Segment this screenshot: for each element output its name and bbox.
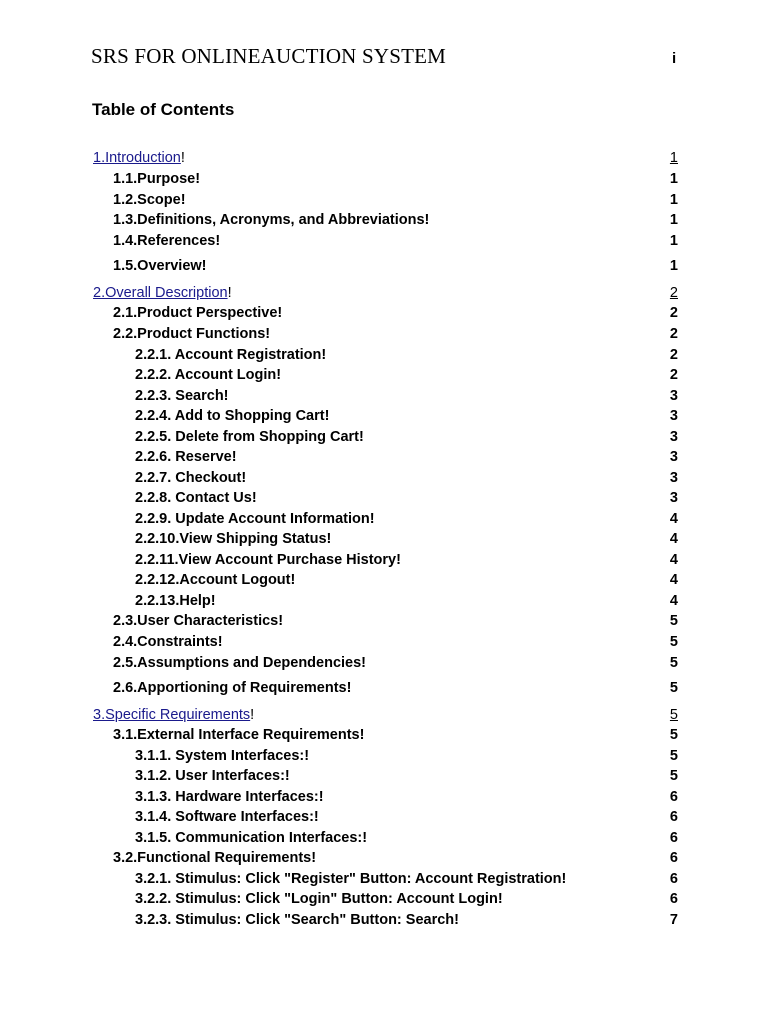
toc-section-link[interactable]: 2.Overall Description [93,285,228,301]
toc-entry[interactable] [0,593,768,613]
header-page-number: i [672,50,677,67]
toc-page-number: 6 [669,871,678,887]
toc-entry[interactable] [0,150,768,170]
toc-page-number: 1 [669,233,678,249]
toc-section-link[interactable]: 1.Introduction [93,150,181,166]
toc-entry[interactable] [0,912,768,932]
toc-entry-label[interactable]: 2.2.4. Add to Shopping Cart! [135,408,330,424]
toc-entry-label[interactable]: 2.4.Constraints! [113,634,223,650]
toc-entry[interactable] [0,748,768,768]
toc-entry[interactable] [0,285,768,305]
toc-entry-label[interactable]: 1.5.Overview! [113,258,207,274]
toc-title: Table of Contents [92,100,235,119]
toc-entry[interactable] [0,850,768,870]
toc-entry-label[interactable]: 2.1.Product Perspective! [113,305,283,321]
toc-entry-label[interactable]: 2.2.Product Functions! [113,326,271,342]
toc-page-number: 4 [669,531,678,547]
toc-page-number: 2 [669,285,678,301]
toc-entry-label[interactable]: 3.2.3. Stimulus: Click "Search" Button: Search! [135,912,459,928]
toc-entry[interactable] [0,212,768,232]
toc-entry-label[interactable]: 3.2.1. Stimulus: Click "Register" Button: Account Registration! [135,871,567,887]
toc-entry-label[interactable]: 2.2.3. Search! [135,388,229,404]
toc-entry-suffix: ! [180,150,185,166]
toc-entry[interactable] [0,680,768,700]
toc-page-number: 2 [669,347,678,363]
toc-entry-label[interactable] [93,285,232,301]
toc-entry-label[interactable] [93,150,185,166]
toc-entry[interactable] [0,171,768,191]
toc-entry-label[interactable]: 2.2.5. Delete from Shopping Cart! [135,429,364,445]
toc-entry[interactable] [0,531,768,551]
toc-entry[interactable] [0,258,768,278]
toc-page-number: 5 [669,707,678,723]
toc-entry-label[interactable]: 2.3.User Characteristics! [113,613,284,629]
toc-page-number: 6 [669,809,678,825]
toc-entry[interactable] [0,552,768,572]
toc-page-number: 5 [669,727,678,743]
toc-entry[interactable] [0,809,768,829]
toc-entry-suffix: ! [250,707,255,723]
toc-entry[interactable] [0,305,768,325]
toc-page-number: 5 [669,680,678,696]
toc-entry[interactable] [0,470,768,490]
toc-entry-label[interactable]: 2.5.Assumptions and Dependencies! [113,655,367,671]
toc-page-number: 3 [669,470,678,486]
toc-entry-label[interactable]: 3.1.External Interface Requirements! [113,727,365,743]
toc-page-number: 6 [669,891,678,907]
toc-page-number: 6 [669,789,678,805]
toc-entry[interactable] [0,634,768,654]
toc-entry[interactable] [0,613,768,633]
toc-page-number: 4 [669,593,678,609]
toc-section-link[interactable]: 3.Specific Requirements [93,707,251,723]
toc-entry-label[interactable]: 2.2.8. Contact Us! [135,490,257,506]
toc-page-number: 5 [669,748,678,764]
toc-entry[interactable] [0,511,768,531]
toc-page-number: 6 [669,830,678,846]
toc-entry[interactable] [0,429,768,449]
toc-page-number: 4 [669,572,678,588]
toc-page-number: 4 [669,511,678,527]
toc-page-number: 2 [669,305,678,321]
toc-entry[interactable] [0,830,768,850]
toc-entry-label[interactable]: 3.2.Functional Requirements! [113,850,317,866]
toc-entry[interactable] [0,727,768,747]
toc-entry-label[interactable]: 2.2.11.View Account Purchase History! [135,552,401,568]
toc-entry-label[interactable]: 3.1.1. System Interfaces:! [135,748,310,764]
toc-page-number: 3 [669,449,678,465]
toc-entry[interactable] [0,367,768,387]
toc-entry[interactable] [0,408,768,428]
toc-page-number: 3 [669,429,678,445]
toc-entry-label[interactable]: 2.2.1. Account Registration! [135,347,327,363]
toc-entry[interactable] [0,326,768,346]
toc-entry[interactable] [0,192,768,212]
toc-entry-label[interactable] [93,707,254,723]
toc-entry-label[interactable]: 2.2.6. Reserve! [135,449,237,465]
toc-page-number: 1 [669,171,678,187]
toc-entry-label[interactable]: 2.2.12.Account Logout! [135,572,296,588]
toc-page-number: 5 [669,613,678,629]
toc-entry[interactable] [0,707,768,727]
toc-page-number: 2 [669,367,678,383]
toc-page-number: 1 [669,258,678,274]
toc-entry-label[interactable]: 3.2.2. Stimulus: Click "Login" Button: Account Login! [135,891,503,907]
toc-page-number: 7 [669,912,678,928]
toc-entry[interactable] [0,572,768,592]
toc-entry[interactable] [0,449,768,469]
toc-entry[interactable] [0,388,768,408]
toc-entry[interactable] [0,655,768,675]
toc-entry-label[interactable]: 2.2.13.Help! [135,593,216,609]
toc-entry-label[interactable]: 2.2.10.View Shipping Status! [135,531,332,547]
toc-entry-suffix: ! [227,285,232,301]
toc-page-number: 1 [669,212,678,228]
toc-entry-label[interactable]: 2.2.9. Update Account Information! [135,511,375,527]
toc-entry[interactable] [0,233,768,253]
toc-page-number: 3 [669,490,678,506]
toc-entry-label[interactable]: 2.6.Apportioning of Requirements! [113,680,352,696]
toc-entry-label[interactable]: 1.1.Purpose! [113,171,201,187]
toc-page-number: 1 [669,150,678,166]
toc-entry[interactable] [0,490,768,510]
toc-page-number: 5 [669,655,678,671]
toc-entry-label[interactable]: 1.2.Scope! [113,192,186,208]
toc-entry-label[interactable]: 1.3.Definitions, Acronyms, and Abbreviations! [113,212,430,228]
toc-entry-label[interactable]: 2.2.2. Account Login! [135,367,282,383]
toc-page-number: 2 [669,326,678,342]
toc-entry-label[interactable]: 3.1.2. User Interfaces:! [135,768,290,784]
toc-page-number: 5 [669,768,678,784]
toc-entry-label[interactable]: 3.1.5. Communication Interfaces:! [135,830,368,846]
toc-entry-label[interactable]: 2.2.7. Checkout! [135,470,247,486]
toc-entry-label[interactable]: 3.1.3. Hardware Interfaces:! [135,789,324,805]
toc-entry[interactable] [0,871,768,891]
toc-entry[interactable] [0,768,768,788]
toc-page-number: 3 [669,408,678,424]
toc-entry-label[interactable]: 3.1.4. Software Interfaces:! [135,809,319,825]
toc-page-number: 6 [669,850,678,866]
toc-page-number: 5 [669,634,678,650]
toc-entry[interactable] [0,347,768,367]
toc-entry[interactable] [0,891,768,911]
document-header-title: SRS FOR ONLINEAUCTION SYSTEM [91,44,447,68]
toc-page-number: 4 [669,552,678,568]
toc-page-number: 3 [669,388,678,404]
toc-page-number: 1 [669,192,678,208]
toc-entry[interactable] [0,789,768,809]
toc-entry-label[interactable]: 1.4.References! [113,233,221,249]
